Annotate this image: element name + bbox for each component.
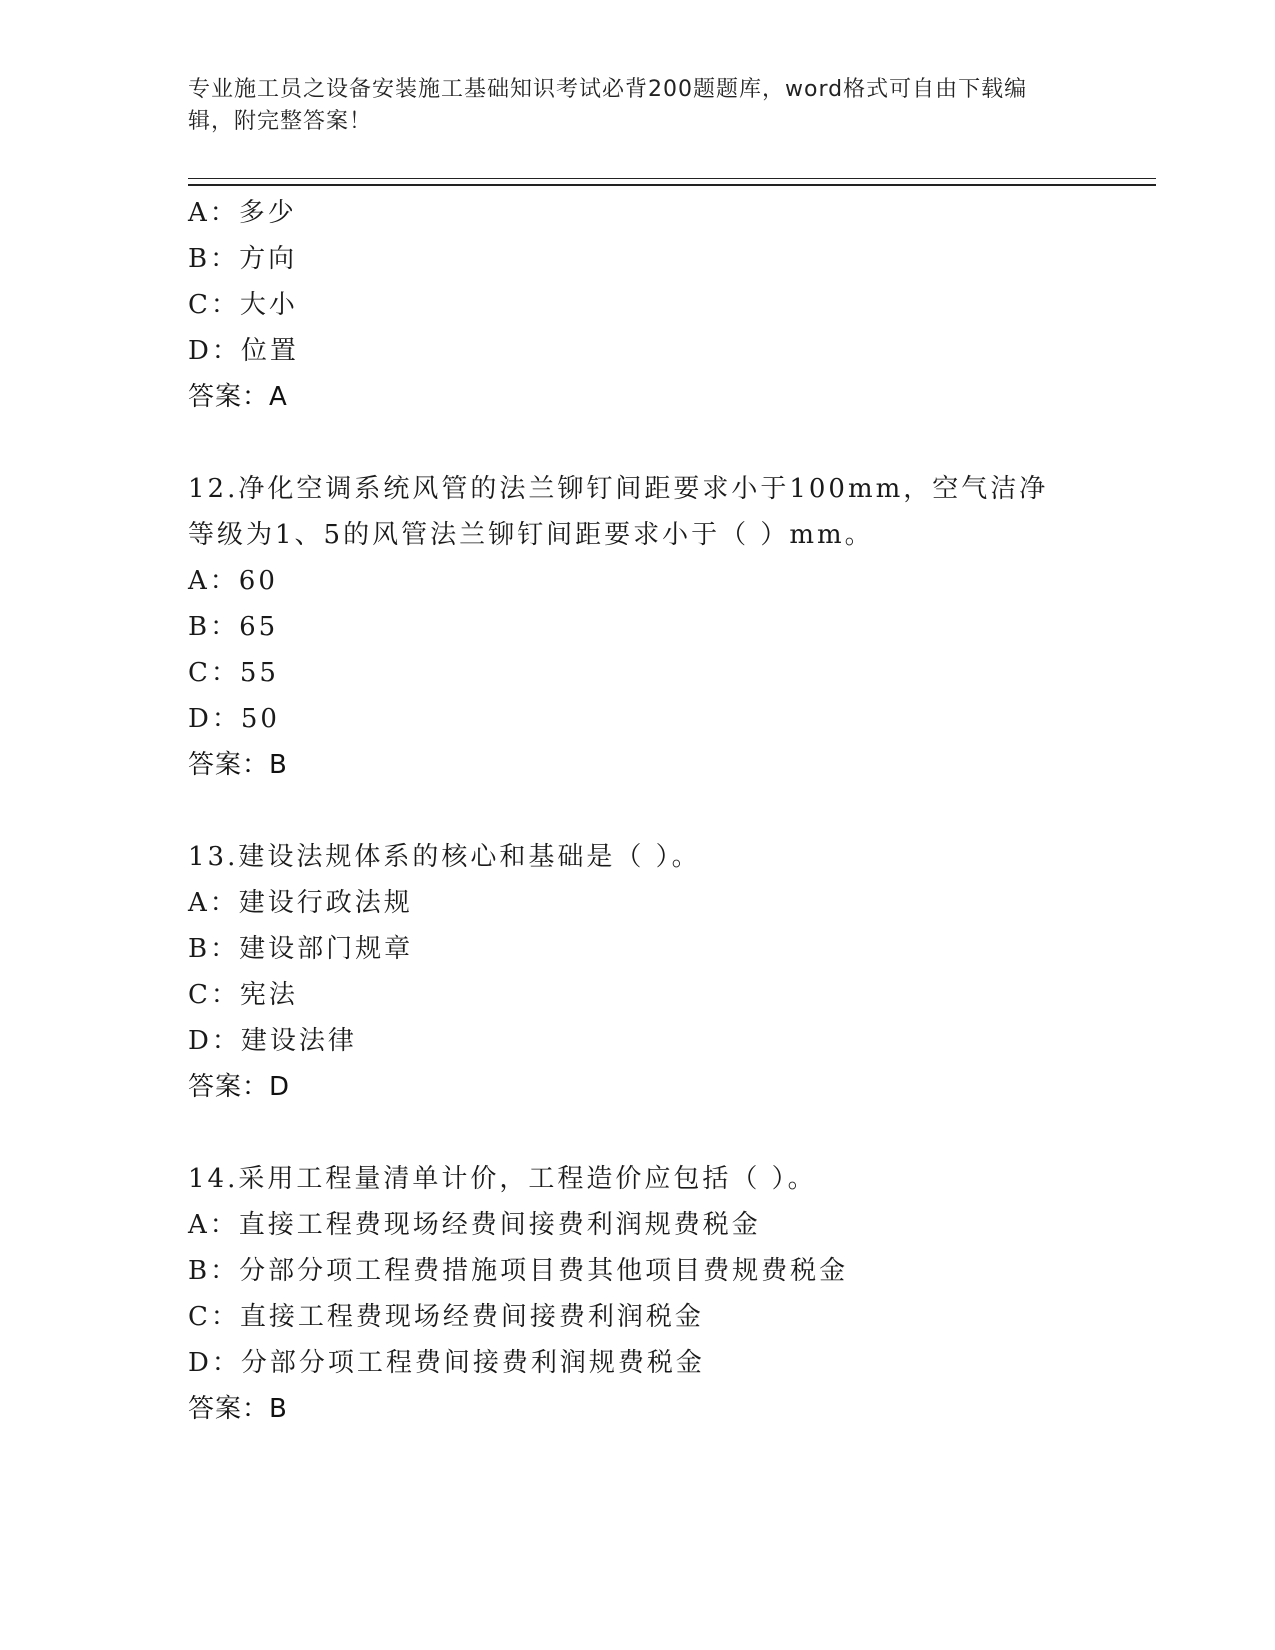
spacer: [188, 788, 1156, 834]
option-d: D：50: [188, 704, 280, 734]
option-b: B：65: [188, 612, 279, 642]
option-b: B：建设部门规章: [188, 934, 414, 964]
question-block-11: [188, 190, 1156, 420]
spacer: [188, 1110, 1156, 1156]
question-block-13: [188, 834, 1156, 1110]
option-a: A：建设行政法规: [188, 888, 413, 918]
option-a: A：直接工程费现场经费间接费利润规费税金: [188, 1210, 761, 1240]
header-divider: [188, 178, 1156, 186]
option-c: C：55: [188, 658, 279, 688]
option-b: B：分部分项工程费措施项目费其他项目费规费税金: [188, 1256, 849, 1286]
question-list: [188, 190, 1156, 1432]
document-header: 专业施工员之设备安装施工基础知识考试必背200题题库，word格式可自由下载编辑，附完整答案！: [188, 77, 1028, 134]
option-a: A：多少: [188, 198, 297, 228]
answer-line: 答案：D: [188, 1072, 291, 1102]
answer-line: 答案：B: [188, 1394, 288, 1424]
option-d: D：建设法律: [188, 1026, 357, 1056]
answer-line: 答案：A: [188, 382, 288, 412]
option-c: C：大小: [188, 290, 298, 320]
question-stem: 14.采用工程量清单计价，工程造价应包括（ ）。: [188, 1164, 817, 1194]
question-stem: 12.净化空调系统风管的法兰铆钉间距要求小于100mm，空气洁净等级为1、5的风管法兰铆钉间距要求小于（ ）mm。: [188, 474, 1049, 550]
option-d: D：位置: [188, 336, 299, 366]
question-block-14: [188, 1156, 1156, 1432]
option-d: D：分部分项工程费间接费利润规费税金: [188, 1348, 705, 1378]
option-c: C：宪法: [188, 980, 298, 1010]
option-a: A：60: [188, 566, 278, 596]
option-c: C：直接工程费现场经费间接费利润税金: [188, 1302, 704, 1332]
option-b: B：方向: [188, 244, 298, 274]
spacer: [188, 420, 1156, 466]
answer-line: 答案：B: [188, 750, 288, 780]
question-stem: 13.建设法规体系的核心和基础是（ ）。: [188, 842, 701, 872]
question-block-12: [188, 466, 1156, 788]
